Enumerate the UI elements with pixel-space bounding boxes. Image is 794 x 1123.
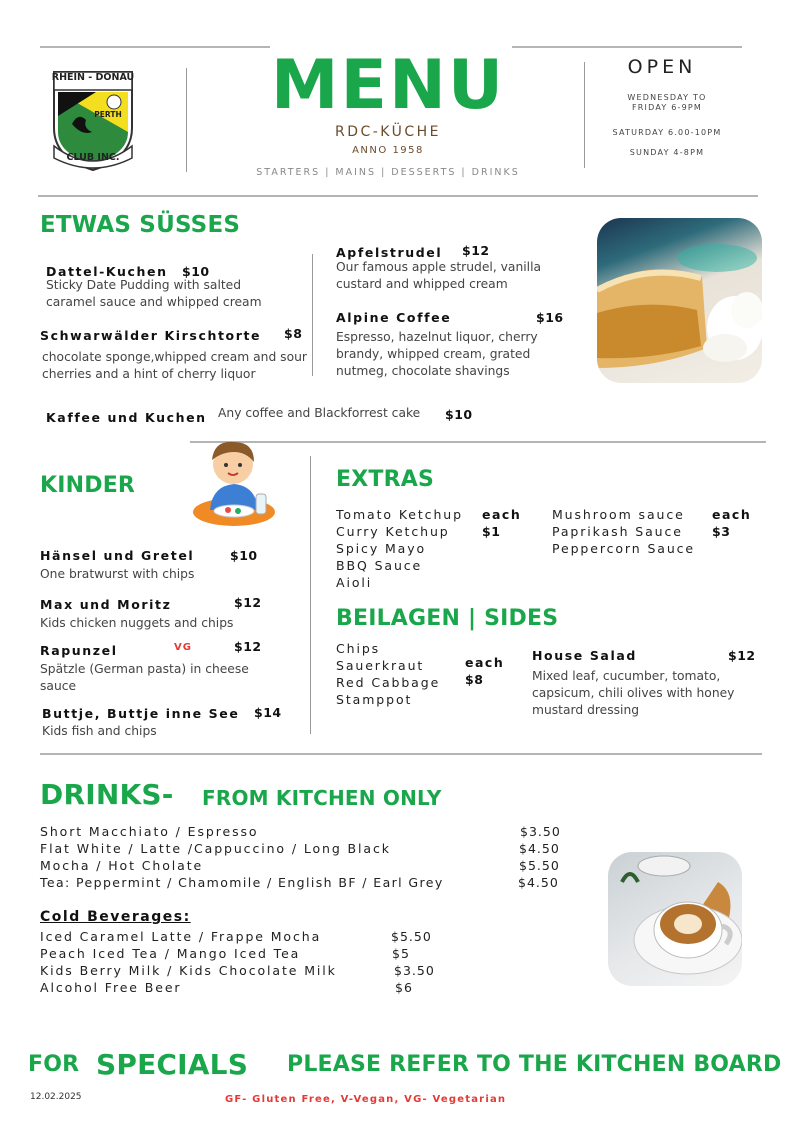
header-rule-left (40, 46, 270, 48)
drink-name: Flat White / Latte /Cappuccino / Long Black (40, 841, 391, 856)
extras-each-left: each (482, 507, 522, 522)
open-label: OPEN (627, 56, 697, 78)
extras-list-right (552, 506, 695, 557)
open-hours-4: SUNDAY 4-8PM (629, 148, 705, 157)
extras-title: EXTRAS (336, 467, 435, 492)
category-nav: STARTERS | MAINS | DESSERTS | DRINKS (256, 167, 520, 178)
footer-for: FOR (28, 1052, 80, 1077)
item-name: Apfelstrudel (336, 245, 443, 260)
list-item: Spicy Mayo (336, 541, 427, 556)
item-price: $10 (230, 548, 258, 563)
list-item: Stamppot (336, 692, 413, 707)
item-desc: One bratwurst with chips (40, 567, 195, 581)
item-price: $14 (254, 705, 282, 720)
sweets-divider (312, 254, 313, 376)
drinks-subtitle: FROM KITCHEN ONLY (202, 786, 442, 810)
list-item: Tomato Ketchup (336, 507, 463, 522)
drink-price: $4.50 (518, 875, 559, 890)
extras-price-left: $1 (482, 524, 501, 539)
item-price: $10 (182, 264, 210, 279)
footer-kitchen-board: PLEASE REFER TO THE KITCHEN BOARD (287, 1052, 782, 1077)
list-item: Sauerkraut (336, 658, 425, 673)
item-price: $12 (728, 648, 756, 663)
kinder-divider (310, 456, 311, 734)
header-bottom-rule (38, 195, 758, 197)
vegetarian-tag: VG (174, 642, 192, 653)
drink-name: Alcohol Free Beer (40, 980, 182, 995)
item-name: Max und Moritz (40, 597, 172, 612)
item-name: Rapunzel (40, 643, 118, 658)
kid-eating-illustration (192, 438, 276, 530)
open-hours-2: FRIDAY 6-9PM (631, 103, 702, 112)
item-name: Dattel-Kuchen (46, 264, 168, 279)
extras-list-left (336, 506, 463, 591)
drink-name: Short Macchiato / Espresso (40, 824, 259, 839)
drink-price: $4.50 (519, 841, 560, 856)
logo-middle-text: PERTH (94, 110, 122, 119)
drink-name: Iced Caramel Latte / Frappe Mocha (40, 929, 322, 944)
drink-price: $3.50 (394, 963, 435, 978)
item-price: $16 (536, 310, 564, 325)
item-price: $12 (462, 243, 490, 258)
list-item: Red Cabbage (336, 675, 441, 690)
open-hours-1: WEDNESDAY TO (627, 93, 707, 102)
drink-name: Kids Berry Milk / Kids Chocolate Milk (40, 963, 337, 978)
sides-title: BEILAGEN | SIDES (336, 606, 559, 631)
menu-date: 12.02.2025 (30, 1092, 82, 1102)
item-name: Alpine Coffee (336, 310, 452, 325)
drink-name: Tea: Peppermint / Chamomile / English BF / Earl Grey (40, 875, 444, 890)
cold-beverages-heading: Cold Beverages: (40, 909, 191, 925)
list-item: Chips (336, 641, 381, 656)
item-name: Hänsel und Gretel (40, 548, 195, 563)
drink-price: $3.50 (520, 824, 561, 839)
item-desc: Espresso, hazelnut liquor, cherry brandy, whipped cream, grated nutmeg, chocolate shavings (336, 330, 538, 378)
item-name: House Salad (532, 648, 637, 663)
drink-name: Mocha / Hot Cholate (40, 858, 204, 873)
coffee-photo (608, 852, 742, 986)
drink-price: $5.50 (519, 858, 560, 873)
header-divider-left (186, 68, 187, 172)
item-name: Schwarwälder Kirschtorte (40, 328, 262, 343)
logo-top-text: RHEIN - DONAU (51, 72, 135, 83)
drink-price: $5.50 (391, 929, 432, 944)
item-desc: Sticky Date Pudding with salted caramel sauce and whipped cream (46, 278, 262, 309)
drink-price: $6 (395, 980, 413, 995)
item-desc: Kids fish and chips (42, 724, 157, 738)
list-item: Curry Ketchup (336, 524, 450, 539)
apple-strudel-photo (597, 218, 762, 383)
item-price: $8 (284, 326, 303, 341)
extras-price-right: $3 (712, 524, 731, 539)
item-desc: Our famous apple strudel, vanilla custard and whipped cream (336, 260, 542, 291)
open-hours-3: SATURDAY 6.00-10PM (612, 128, 722, 137)
footer-specials: SPECIALS (96, 1048, 249, 1081)
item-desc: Kids chicken nuggets and chips (40, 616, 234, 630)
item-price: $12 (234, 639, 262, 654)
list-item: Mushroom sauce (552, 507, 685, 522)
item-price: $10 (445, 407, 473, 422)
sides-list (336, 640, 440, 708)
sides-each: each (465, 655, 505, 670)
sweets-bottom-rule (190, 441, 766, 443)
item-price: $12 (234, 595, 262, 610)
club-logo (48, 66, 138, 174)
list-item: Paprikash Sauce (552, 524, 683, 539)
list-item: BBQ Sauce (336, 558, 423, 573)
drinks-title: DRINKS- (40, 778, 174, 811)
extras-each-right: each (712, 507, 752, 522)
list-item: Aioli (336, 575, 373, 590)
item-desc: chocolate sponge,whipped cream and sour cherries and a hint of cherry liquor (42, 350, 307, 381)
dietary-legend: GF- Gluten Free, V-Vegan, VG- Vegetarian (225, 1094, 507, 1105)
sides-bottom-rule (40, 753, 762, 755)
anno-text: ANNO 1958 (352, 145, 424, 156)
item-desc: Spätzle (German pasta) in cheese sauce (40, 662, 249, 693)
drink-name: Peach Iced Tea / Mango Iced Tea (40, 946, 301, 961)
menu-title: MENU (270, 46, 506, 125)
item-desc: Mixed leaf, cucumber, tomato, capsicum, chili olives with honey mustard dressing (532, 669, 735, 717)
drink-price: $5 (392, 946, 410, 961)
kinder-title: KINDER (40, 473, 136, 498)
sweets-title: ETWAS SÜSSES (40, 212, 241, 238)
sides-price: $8 (465, 672, 484, 687)
logo-bottom-text: CLUB INC. (66, 152, 120, 163)
header-rule-right (512, 46, 742, 48)
list-item: Peppercorn Sauce (552, 541, 696, 556)
item-name: Buttje, Buttje inne See (42, 706, 240, 721)
kitchen-name: RDC-KÜCHE (334, 124, 442, 140)
header-divider-right (584, 62, 585, 168)
item-desc: Any coffee and Blackforrest cake (218, 406, 421, 420)
item-name: Kaffee und Kuchen (46, 410, 207, 425)
